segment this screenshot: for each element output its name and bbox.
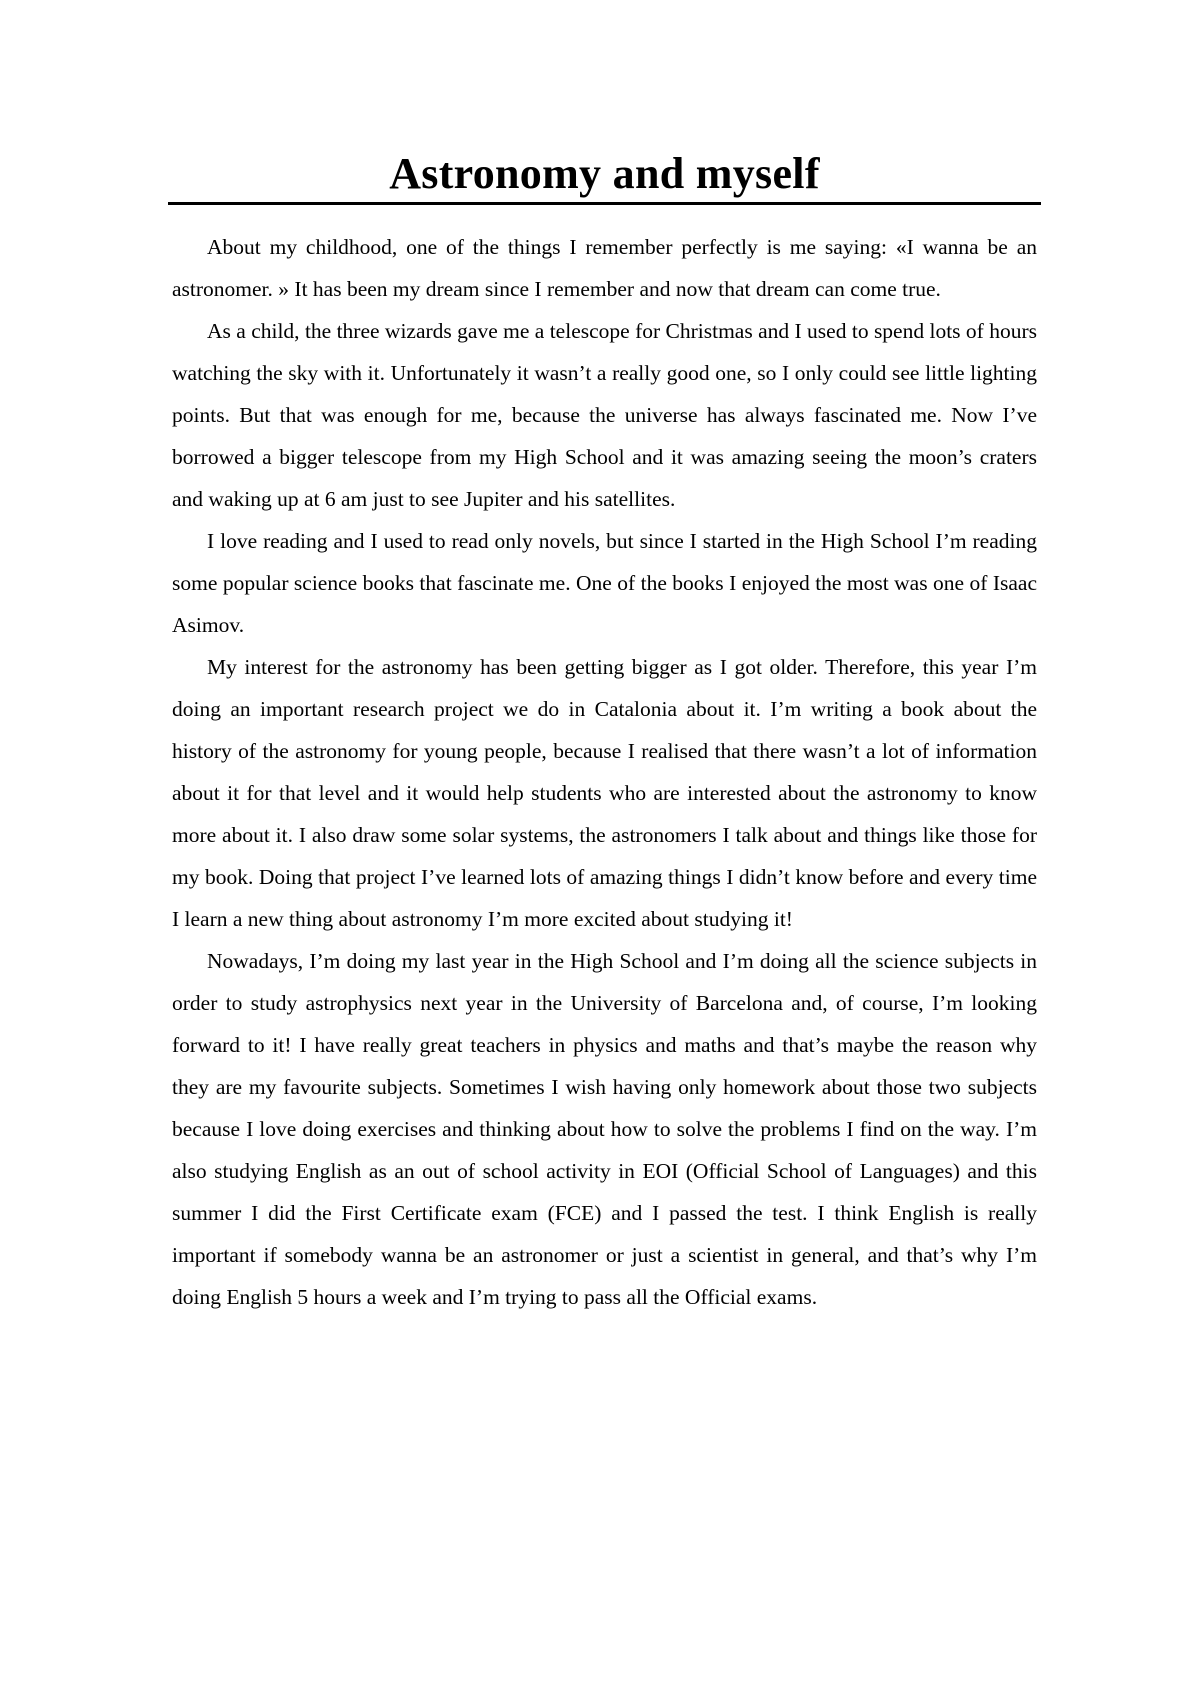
paragraph-reading: I love reading and I used to read only novels, but since I started in the High School I’m reading some popular science books that fascinate me. One of the books I enjoyed the most was one of Isaac Asimov. <box>172 529 1037 637</box>
title-block <box>168 148 1041 205</box>
paragraph-childhood: About my childhood, one of the things I remember perfectly is me saying: «I wanna be an astronomer. » It has been my dream since I remember and now that dream can come true. <box>172 235 1037 301</box>
paragraph-research-project: My interest for the astronomy has been getting bigger as I got older. Therefore, this year I’m doing an important research project we do in Catalonia about it. I’m writing a book about the history of the astronomy for young people, because I realised that there wasn’t a lot of information about it for that level and it would help students who are interested about the astronomy to know more about it. I also draw some solar systems, the astronomers I talk about and things like those for my book. Doing that project I’ve learned lots of amazing things I didn’t know before and every time I learn a new thing about astronomy I’m more excited about studying it! <box>172 655 1037 931</box>
title-underline <box>168 202 1041 205</box>
paragraph-telescope: As a child, the three wizards gave me a telescope for Christmas and I used to spend lots of hours watching the sky with it. Unfortunately it wasn’t a really good one, so I only could see little lighting points. But that was enough for me, because the universe has always fascinated me. Now I’ve borrowed a bigger telescope from my High School and it was amazing seeing the moon’s craters and waking up at 6 am just to see Jupiter and his satellites. <box>172 319 1037 511</box>
document-body <box>172 226 1037 1318</box>
document-title: Astronomy and myself <box>389 149 820 198</box>
paragraph-high-school: Nowadays, I’m doing my last year in the High School and I’m doing all the science subjects in order to study astrophysics next year in the University of Barcelona and, of course, I’m looking forward to it! I have really great teachers in physics and maths and that’s maybe the reason why they are my favourite subjects. Sometimes I wish having only homework about those two subjects because I love doing exercises and thinking about how to solve the problems I find on the way. I’m also studying English as an out of school activity in EOI (Official School of Languages) and this summer I did the First Certificate exam (FCE) and I passed the test. I think English is really important if somebody wanna be an astronomer or just a scientist in general, and that’s why I’m doing English 5 hours a week and I’m trying to pass all the Official exams. <box>172 949 1037 1309</box>
